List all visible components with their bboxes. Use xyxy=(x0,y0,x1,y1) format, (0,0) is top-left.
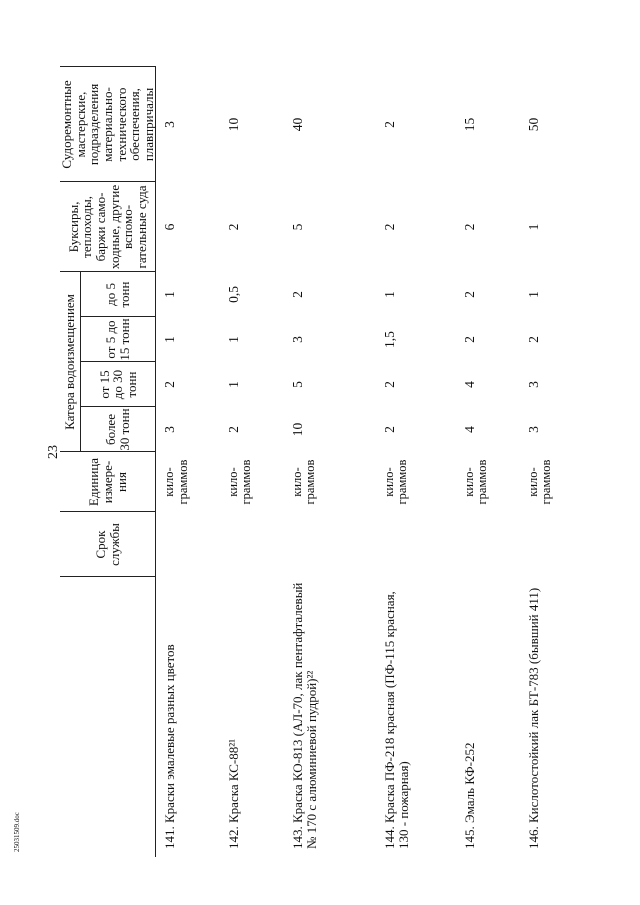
value-tugs: 2 xyxy=(381,223,397,231)
header-over30: более 30 тонн xyxy=(80,407,156,452)
value-over30: 10 xyxy=(289,422,305,437)
value-repair: 10 xyxy=(225,117,241,132)
item-name: 142. Краска КС-88²¹ xyxy=(225,739,241,849)
item-name: 144. Краска ПФ-218 красная (ПФ-115 красная, 130 - пожарная) xyxy=(381,591,411,849)
header-tugs: Буксиры, теплоходы, баржи само-ходные, другие вспомо-гательные суда xyxy=(60,182,156,272)
header-unit: Единица измере-ния xyxy=(60,452,156,512)
value-5-15: 1 xyxy=(162,336,178,343)
item-unit: кило-граммов xyxy=(225,459,254,505)
table-row xyxy=(456,67,520,857)
value-repair: 50 xyxy=(525,117,541,132)
footer-doc-code: 25031509.doc xyxy=(13,812,21,852)
header-upto5: до 5 тонн xyxy=(80,272,156,317)
value-upto5: 2 xyxy=(461,291,477,298)
table-row xyxy=(520,67,584,857)
item-name: 143. Краска КО-813 (АЛ-70, лак пентафталевый № 170 с алюминиевой пудрой)²² xyxy=(289,582,319,849)
item-term xyxy=(376,512,456,577)
value-over30: 3 xyxy=(162,426,178,433)
value-15-30: 5 xyxy=(289,381,305,388)
header-boats-group: Катера водоизмещением xyxy=(60,272,80,452)
materials-table xyxy=(59,67,554,857)
value-15-30: 3 xyxy=(525,381,541,388)
item-term xyxy=(284,512,376,577)
header-term: Срок службы xyxy=(60,512,156,577)
value-repair: 2 xyxy=(381,121,397,128)
item-name: 141. Краски эмалевые разных цветов xyxy=(162,644,178,849)
value-15-30: 2 xyxy=(381,381,397,388)
value-5-15: 2 xyxy=(525,336,541,343)
item-unit: кило-граммов xyxy=(461,459,490,505)
item-unit: кило-граммов xyxy=(289,459,318,505)
value-over30: 4 xyxy=(461,426,477,433)
value-15-30: 4 xyxy=(461,381,477,388)
value-upto5: 0,5 xyxy=(225,286,241,303)
item-term xyxy=(156,512,220,577)
table-row xyxy=(284,67,376,857)
value-over30: 3 xyxy=(525,426,541,433)
header-15-30: от 15 до 30 тонн xyxy=(80,362,156,407)
value-upto5: 1 xyxy=(525,291,541,298)
value-tugs: 5 xyxy=(289,223,305,231)
value-5-15: 2 xyxy=(461,336,477,343)
item-term xyxy=(220,512,284,577)
item-name: 145. Эмаль КФ-252 xyxy=(461,742,477,849)
item-term xyxy=(456,512,520,577)
header-name-cell xyxy=(60,577,156,857)
item-name: 146. Кислотостойкий лак БТ-783 (бывший 411) xyxy=(525,587,541,849)
value-upto5: 1 xyxy=(381,291,397,298)
item-unit: кило-граммов xyxy=(525,459,554,505)
value-15-30: 1 xyxy=(225,381,241,388)
value-tugs: 1 xyxy=(525,223,541,231)
value-5-15: 3 xyxy=(289,336,305,343)
value-repair: 15 xyxy=(461,117,477,132)
header-5-15: от 5 до 15 тонн xyxy=(80,317,156,362)
item-term xyxy=(520,512,584,577)
value-repair: 40 xyxy=(289,117,305,132)
value-15-30: 2 xyxy=(162,381,178,388)
table-row xyxy=(220,67,284,857)
header-repair: Судоремонтные мастерские, подразделения материально-технического обеспечения, плавпричалы xyxy=(60,67,156,182)
value-tugs: 2 xyxy=(225,223,241,231)
value-tugs: 6 xyxy=(162,223,178,231)
table-row xyxy=(376,67,456,857)
value-over30: 2 xyxy=(381,426,397,433)
value-upto5: 1 xyxy=(162,291,178,298)
value-5-15: 1,5 xyxy=(381,331,397,348)
item-unit: кило-граммов xyxy=(381,459,410,505)
value-tugs: 2 xyxy=(461,223,477,231)
value-repair: 3 xyxy=(162,121,178,128)
value-over30: 2 xyxy=(225,426,241,433)
value-upto5: 2 xyxy=(289,291,305,298)
table-row xyxy=(156,67,220,857)
page-number: 23 xyxy=(46,445,61,459)
value-5-15: 1 xyxy=(225,336,241,343)
item-unit: кило-граммов xyxy=(162,459,190,505)
